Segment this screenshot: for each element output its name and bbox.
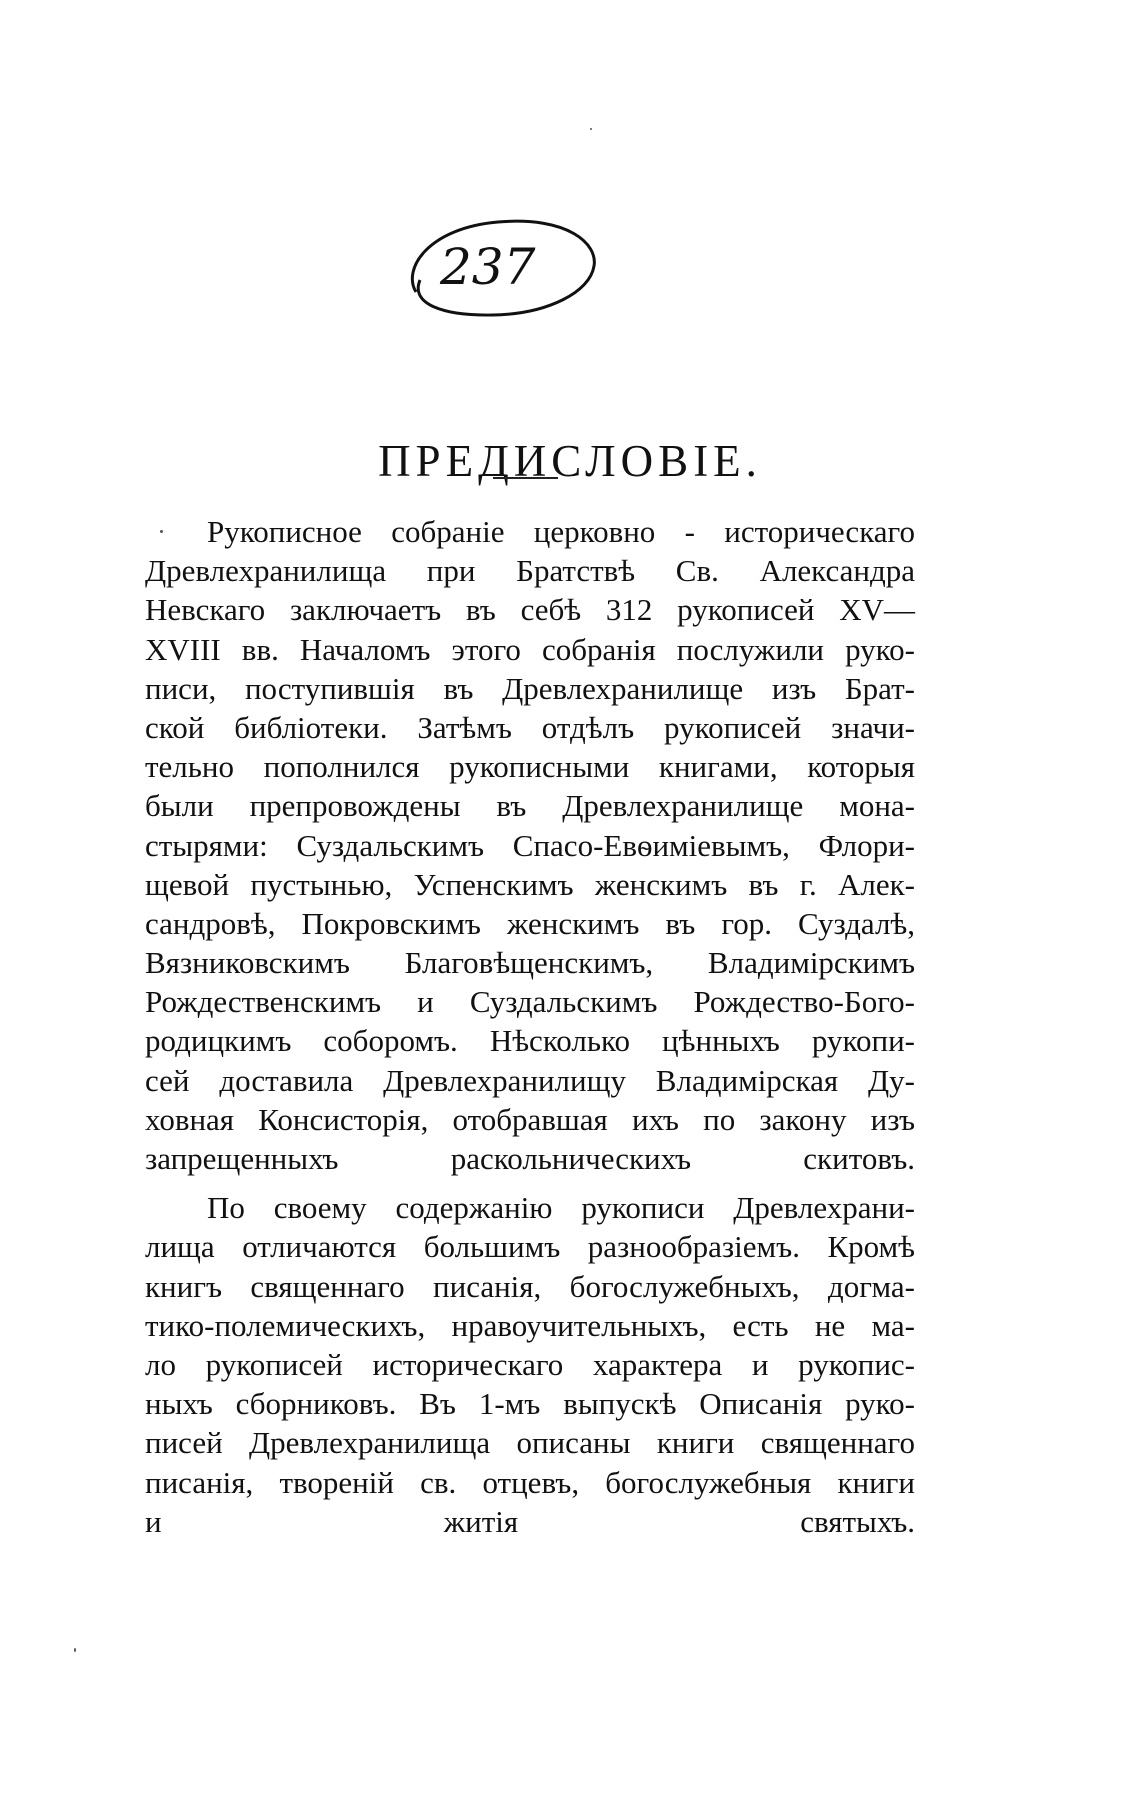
text-line: родицкимъ соборомъ. Нѣсколько цѣнныхъ рукопи- [145, 1023, 915, 1059]
paragraph-2 [145, 1188, 915, 1541]
text-line: тико-полемическихъ, нравоучительныхъ, есть не ма- [145, 1307, 915, 1343]
text-line: были препровождены въ Древлехранилище мона- [145, 788, 915, 824]
paragraph-1 [145, 512, 915, 1178]
body-text [145, 512, 915, 1551]
text-line: Вязниковскимъ Благовѣщенскимъ, Владимірскимъ [145, 945, 915, 981]
page-title: ПРЕДИСЛОВІЕ. [378, 436, 762, 487]
text-line: Рукописное собраніе церковно - историческаго [207, 514, 915, 549]
text-line: Древлехранилища при Братствѣ Св. Александра [145, 553, 915, 589]
text-line: сандровѣ, Покровскимъ женскимъ въ гор. Суздалѣ, [145, 905, 915, 941]
scan-speck [160, 530, 163, 533]
text-line: щевой пустынью, Успенскимъ женскимъ въ г. Алек- [145, 866, 915, 902]
scan-speck [590, 128, 592, 130]
text-line: ныхъ сборниковъ. Въ 1-мъ выпускѣ Описанія руко- [145, 1386, 915, 1422]
stamp-number: 237 [440, 238, 536, 296]
text-line: ской библіотеки. Затѣмъ отдѣлъ рукописей значи- [145, 709, 915, 745]
text-line: Рождественскимъ и Суздальскимъ Рождество-Бого- [145, 984, 915, 1020]
handwritten-number-stamp [398, 214, 600, 322]
text-line: писей Древлехранилища описаны книги священнаго [145, 1425, 915, 1461]
text-line: книгъ священнаго писанія, богослужебныхъ, догма- [145, 1268, 915, 1304]
stamp-oval-icon [398, 214, 600, 322]
text-line: писи, поступившія въ Древлехранилище изъ Брат- [145, 670, 915, 706]
text-line: лища отличаются большимъ разнообразіемъ. Кромѣ [145, 1229, 915, 1265]
text-line: запрещенныхъ раскольническихъ скитовъ. [145, 1141, 915, 1176]
text-line: ло рукописей историческаго характера и рукопис- [145, 1346, 915, 1382]
text-line: и житія святыхъ. [145, 1503, 915, 1539]
text-line: сей доставила Древлехранилищу Владимірская Ду- [145, 1062, 915, 1098]
scan-speck [74, 1648, 76, 1652]
text-line: писанія, твореній св. отцевъ, богослужебныя книги [145, 1464, 915, 1500]
text-line: тельно пополнился рукописными книгами, которыя [145, 749, 915, 785]
title-divider [493, 477, 558, 479]
text-line: По своему содержанію рукописи Древлехрани- [207, 1190, 915, 1226]
text-line: XVIII вв. Началомъ этого собранія послужили руко- [145, 631, 915, 667]
text-line: стырями: Суздальскимъ Спасо-Евѳиміевымъ, Флори- [145, 827, 915, 863]
text-line: ховная Консисторія, отобравшая ихъ по закону изъ [145, 1101, 915, 1137]
text-line: Невскаго заключаетъ въ себѣ 312 рукописей XV— [145, 592, 915, 628]
